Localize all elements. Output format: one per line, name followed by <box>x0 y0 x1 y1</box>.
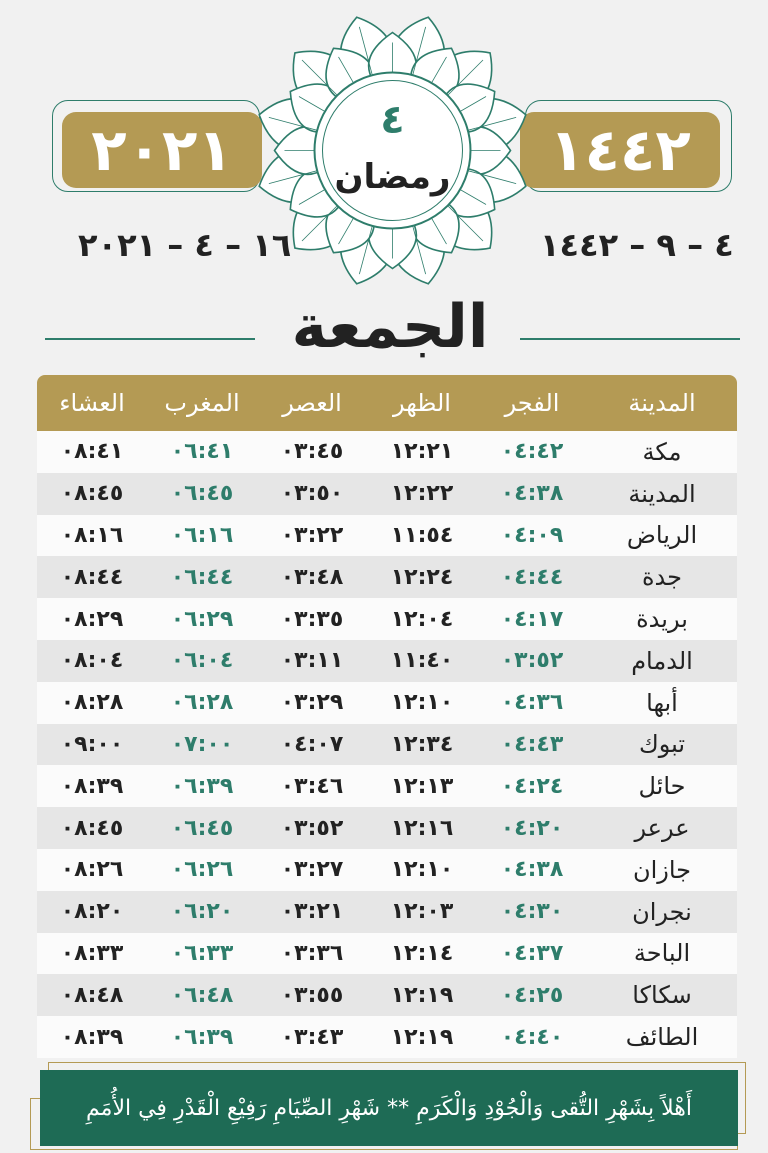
table-header <box>37 375 737 431</box>
table-row <box>37 640 737 682</box>
cell-city: المدينة <box>628 479 696 508</box>
cell-isha: ٠٨:٢٩ <box>60 606 124 632</box>
cell-isha: ٠٨:٤١ <box>60 439 124 465</box>
cell-fajr: ٠٤:٣٨ <box>500 857 564 883</box>
cell-dhuhr: ١١:٥٤ <box>390 522 454 548</box>
header-asr: العصر <box>282 389 342 417</box>
cell-isha: ٠٨:٣٣ <box>60 940 124 966</box>
cell-maghrib: ٠٦:٢٠ <box>170 899 234 925</box>
divider-left <box>45 338 255 340</box>
cell-maghrib: ٠٦:٢٦ <box>170 857 234 883</box>
cell-fajr: ٠٤:٢٠ <box>500 815 564 841</box>
cell-asr: ٠٣:٤٥ <box>280 439 344 465</box>
header-maghrib: المغرب <box>164 389 240 417</box>
cell-isha: ٠٨:٢٠ <box>60 899 124 925</box>
cell-city: مكة <box>642 437 682 466</box>
cell-dhuhr: ١٢:١٠ <box>390 690 454 716</box>
month-name: رمضان <box>334 157 451 197</box>
cell-dhuhr: ١٢:٢٤ <box>390 564 454 590</box>
cell-city: أبها <box>646 688 678 717</box>
cell-city: الباحة <box>633 939 691 968</box>
cell-city: عرعر <box>634 814 690 843</box>
cell-asr: ٠٣:٢٢ <box>280 522 344 548</box>
header-isha: العشاء <box>59 389 125 417</box>
cell-asr: ٠٤:٠٧ <box>280 731 344 757</box>
cell-fajr: ٠٤:٣٨ <box>500 481 564 507</box>
cell-dhuhr: ١١:٤٠ <box>390 648 454 674</box>
table-row <box>37 598 737 640</box>
cell-maghrib: ٠٦:٤٥ <box>170 481 234 507</box>
gregorian-year: ٢٠٢١ <box>62 112 262 188</box>
ramadan-day-number: ٤ <box>380 97 405 143</box>
cell-asr: ٠٣:٥٥ <box>280 982 344 1008</box>
cell-city: سكاكا <box>632 981 692 1010</box>
cell-isha: ٠٨:٢٨ <box>60 690 124 716</box>
cell-fajr: ٠٤:٣٠ <box>500 899 564 925</box>
table-row <box>37 891 737 933</box>
cell-fajr: ٠٤:٤٣ <box>500 731 564 757</box>
cell-fajr: ٠٤:٤٠ <box>500 1024 564 1050</box>
divider-right <box>520 338 740 340</box>
table-row <box>37 974 737 1016</box>
cell-maghrib: ٠٦:٢٨ <box>170 690 234 716</box>
cell-asr: ٠٣:١١ <box>280 648 344 674</box>
cell-dhuhr: ١٢:١٦ <box>390 815 454 841</box>
cell-dhuhr: ١٢:٢٢ <box>390 481 454 507</box>
cell-maghrib: ٠٦:٢٩ <box>170 606 234 632</box>
cell-isha: ٠٨:٤٥ <box>60 815 124 841</box>
cell-asr: ٠٣:٤٣ <box>280 1024 344 1050</box>
table-body <box>37 431 737 1058</box>
cell-maghrib: ٠٦:٣٩ <box>170 1024 234 1050</box>
header-fajr: الفجر <box>504 389 560 417</box>
table-row <box>37 765 737 807</box>
cell-fajr: ٠٣:٥٢ <box>500 648 564 674</box>
table-row <box>37 473 737 515</box>
cell-asr: ٠٣:٣٥ <box>280 606 344 632</box>
cell-isha: ٠٨:٢٦ <box>60 857 124 883</box>
cell-isha: ٠٨:٤٥ <box>60 481 124 507</box>
cell-fajr: ٠٤:٢٥ <box>500 982 564 1008</box>
day-name: الجمعة <box>291 292 489 362</box>
cell-asr: ٠٣:٣٦ <box>280 940 344 966</box>
cell-asr: ٠٣:٥٠ <box>280 481 344 507</box>
cell-isha: ٠٨:٣٩ <box>60 1024 124 1050</box>
cell-city: نجران <box>632 897 692 926</box>
table-row <box>37 556 737 598</box>
footer-verse: أَهْلاً بِشَهْرِ التُّقى وَالْجُوْدِ وَالْكَرَمِ ** شَهْرِ الصِّيَامِ رَفِيْعِ الْقَدْرِ فِي الأُمَمِ <box>40 1070 738 1146</box>
cell-maghrib: ٠٧:٠٠ <box>170 731 234 757</box>
cell-asr: ٠٣:٢٩ <box>280 690 344 716</box>
cell-fajr: ٠٤:٣٦ <box>500 690 564 716</box>
cell-maghrib: ٠٦:٠٤ <box>170 648 234 674</box>
cell-asr: ٠٣:٢١ <box>280 899 344 925</box>
cell-city: حائل <box>638 772 686 801</box>
cell-city: الطائف <box>625 1023 699 1052</box>
hijri-year: ١٤٤٢ <box>520 112 720 188</box>
mandala-emblem <box>250 8 535 293</box>
cell-fajr: ٠٤:٢٤ <box>500 773 564 799</box>
cell-maghrib: ٠٦:٤٤ <box>170 564 234 590</box>
table-row <box>37 807 737 849</box>
cell-maghrib: ٠٦:٤١ <box>170 439 234 465</box>
prayer-times-table <box>37 375 737 1058</box>
cell-city: الرياض <box>626 521 698 550</box>
cell-isha: ٠٨:٠٤ <box>60 648 124 674</box>
cell-fajr: ٠٤:٠٩ <box>500 522 564 548</box>
cell-isha: ٠٨:٤٨ <box>60 982 124 1008</box>
cell-dhuhr: ١٢:١٣ <box>390 773 454 799</box>
cell-asr: ٠٣:٤٦ <box>280 773 344 799</box>
hijri-date: ٤ – ٩ – ١٤٤٢ <box>540 226 734 264</box>
cell-city: الدمام <box>631 646 693 675</box>
cell-city: جدة <box>641 563 682 592</box>
table-row <box>37 1016 737 1058</box>
table-row <box>37 724 737 766</box>
table-row <box>37 849 737 891</box>
table-row <box>37 515 737 557</box>
cell-maghrib: ٠٦:١٦ <box>170 522 234 548</box>
cell-city: تبوك <box>638 730 686 759</box>
table-row <box>37 933 737 975</box>
cell-asr: ٠٣:٥٢ <box>280 815 344 841</box>
cell-dhuhr: ١٢:٣٤ <box>390 731 454 757</box>
cell-isha: ٠٨:١٦ <box>60 522 124 548</box>
cell-asr: ٠٣:٢٧ <box>280 857 344 883</box>
table-row <box>37 682 737 724</box>
cell-asr: ٠٣:٤٨ <box>280 564 344 590</box>
header-dhuhr: الظهر <box>393 389 451 417</box>
cell-dhuhr: ١٢:٠٣ <box>390 899 454 925</box>
cell-fajr: ٠٤:٣٧ <box>500 940 564 966</box>
cell-dhuhr: ١٢:١٤ <box>390 940 454 966</box>
header-city: المدينة <box>628 389 696 417</box>
cell-dhuhr: ١٢:٠٤ <box>390 606 454 632</box>
cell-fajr: ٠٤:٤٤ <box>500 564 564 590</box>
cell-dhuhr: ١٢:١٩ <box>390 1024 454 1050</box>
cell-maghrib: ٠٦:٤٥ <box>170 815 234 841</box>
table-row <box>37 431 737 473</box>
cell-fajr: ٠٤:٤٢ <box>500 439 564 465</box>
cell-city: جازان <box>632 855 692 884</box>
cell-isha: ٠٨:٣٩ <box>60 773 124 799</box>
cell-dhuhr: ١٢:١٠ <box>390 857 454 883</box>
cell-isha: ٠٨:٤٤ <box>60 564 124 590</box>
cell-isha: ٠٩:٠٠ <box>60 731 124 757</box>
cell-city: بريدة <box>636 605 688 634</box>
cell-fajr: ٠٤:١٧ <box>500 606 564 632</box>
cell-dhuhr: ١٢:٢١ <box>390 439 454 465</box>
cell-maghrib: ٠٦:٤٨ <box>170 982 234 1008</box>
gregorian-date: ١٦ – ٤ – ٢٠٢١ <box>78 226 292 264</box>
cell-maghrib: ٠٦:٣٩ <box>170 773 234 799</box>
cell-maghrib: ٠٦:٣٣ <box>170 940 234 966</box>
cell-dhuhr: ١٢:١٩ <box>390 982 454 1008</box>
